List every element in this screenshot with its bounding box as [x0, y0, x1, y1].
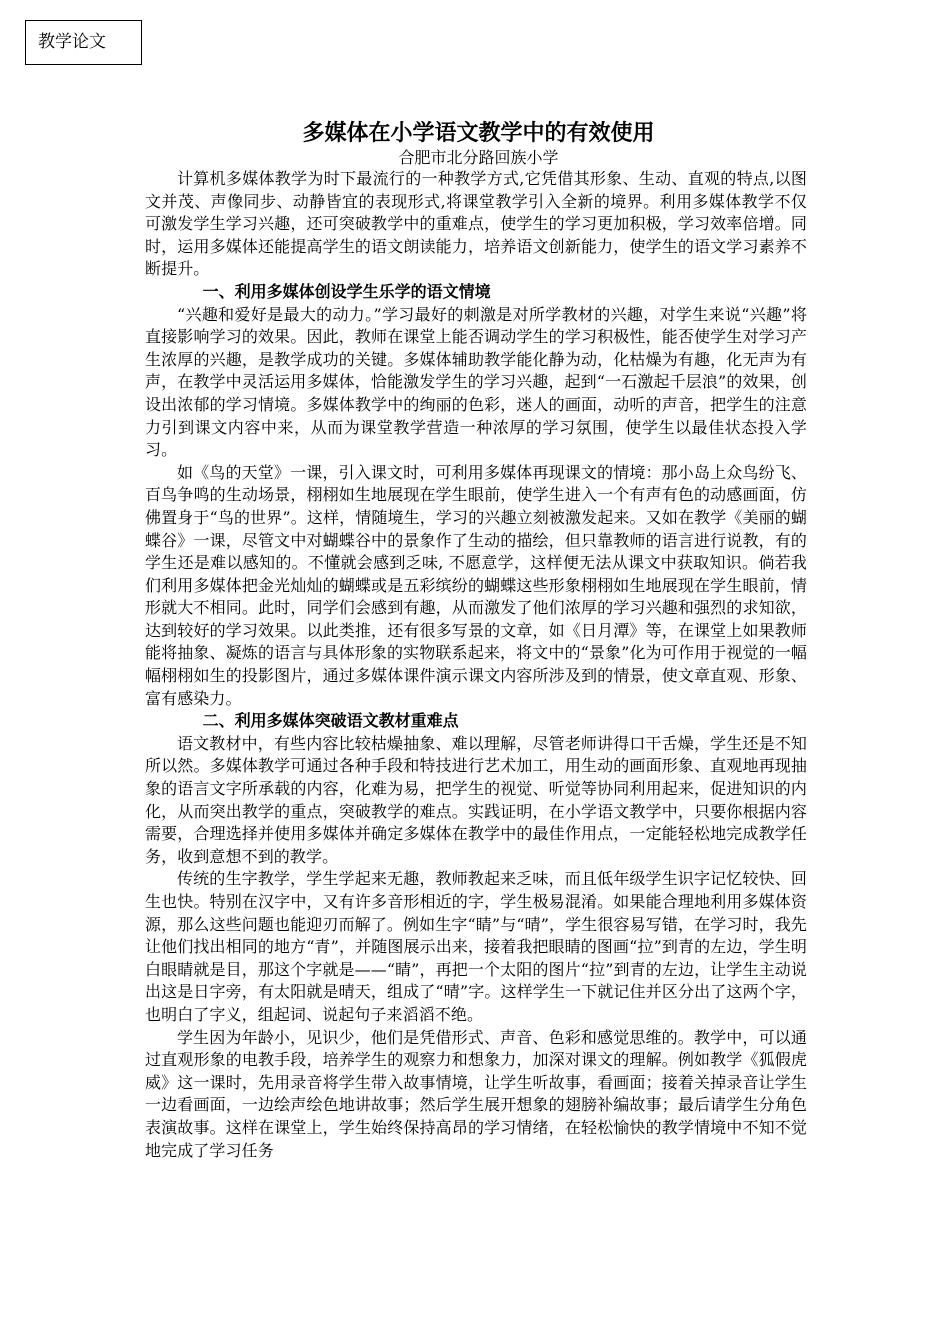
section-heading-2: 二、利用多媒体突破语文教材重难点: [202, 711, 459, 731]
section1-paragraph-1: “兴趣和爱好是最大的动力。”学习最好的刺激是对所学教材的兴趣，对学生来说“兴趣”将直接影响学习的效果。因此，教师在课堂上能否调动学生的学习积极性，能否使学生对学习产生浓厚的兴趣，是教学成功的关键。多媒体辅助教学能化静为动，化枯燥为有趣，化无声为有声，在教学中灵活运用多媒体，恰能激发学生的学习兴趣，起到“一石激起千层浪”的效果，创设出浓郁的学习情境。多媒体教学中的绚丽的色彩，迷人的画面，动听的声音，把学生的注意力引到课文内容中来，从而为课堂教学营造一种浓厚的学习氛围，使学生以最佳状态投入学习。: [145, 304, 807, 460]
document-type-tag: 教学论文: [25, 20, 142, 65]
intro-paragraph: 计算机多媒体教学为时下最流行的一种教学方式,它凭借其形象、生动、直观的特点,以图文并茂、声像同步、动静皆宜的表现形式,将课堂教学引入全新的境界。利用多媒体教学不仅可激发学生学习兴趣，还可突破教学中的重难点，使学生的学习更加积极，学习效率倍增。同时，运用多媒体还能提高学生的语文朗读能力，培养语文创新能力，使学生的语文学习素养不断提升。: [145, 169, 807, 279]
school-name: 合肥市北分路回族小学: [398, 148, 559, 167]
article-body: [145, 118, 807, 1162]
section2-paragraph-1: 语文教材中，有些内容比较枯燥抽象、难以理解，尽管老师讲得口干舌燥，学生还是不知所以然。多媒体教学可通过各种手段和特技进行艺术加工，用生动的画面形象、直观地再现抽象的语言文字所承载的内容，化难为易，把学生的视觉、听觉等协同利用起来，促进知识的内化，从而突出教学的重点，突破教学的难点。实践证明，在小学语文教学中，只要你根据内容需要，合理选择并使用多媒体并确定多媒体在教学中的最佳作用点，一定能轻松地完成教学任务，收到意想不到的教学。: [145, 733, 807, 866]
article-title: 多媒体在小学语文教学中的有效使用: [302, 120, 655, 146]
section2-paragraph-2: 传统的生字教学，学生学起来无趣，教师教起来乏味，而且低年级学生识字记忆较快、回生也快。特别在汉字中，又有许多音形相近的字，学生极易混淆。如果能合理地利用多媒体资源，那么这些问题也能迎刃而解了。例如生字“睛”与“晴”，学生很容易写错，在学习时，我先让他们找出相同的地方“青”，并随图展示出来，接着我把眼睛的图画“拉”到青的左边，学生明白眼睛就是目，那这个字就是——“睛”，再把一个太阳的图片“拉”到青的左边，让学生主动说出这是日字旁，有太阳就是晴天，组成了“晴”字。这样学生一下就记住并区分出了这两个字，也明白了字义，组起词、说起句子来滔滔不绝。: [145, 869, 807, 1024]
section2-paragraph-3: 学生因为年龄小，见识少，他们是凭借形式、声音、色彩和感觉思维的。教学中，可以通过直观形象的电教手段，培养学生的观察力和想象力，加深对课文的理解。例如教学《狐假虎威》这一课时，先用录音将学生带入故事情境，让学生听故事，看画面；接着关掉录音让学生一边看画面，一边绘声绘色地讲故事；然后学生展开想象的翅膀补编故事；最后请学生分角色表演故事。这样在课堂上，学生始终保持高昂的学习情绪，在轻松愉快的教学情境中不知不觉地完成了学习任务: [145, 1027, 807, 1160]
section1-paragraph-2: 如《鸟的天堂》一课，引入课文时，可利用多媒体再现课文的情境：那小岛上众鸟纷飞、百鸟争鸣的生动场景，栩栩如生地展现在学生眼前，使学生进入一个有声有色的动感画面，仿佛置身于“鸟的世界”。这样，情随境生，学习的兴趣立刻被激发起来。又如在教学《美丽的蝴蝶谷》一课，尽管文中对蝴蝶谷中的景象作了生动的描绘，但只靠教师的语言进行说教，有的学生还是难以感知的。不懂就会感到乏味, 不愿意学，这样便无法从课文中获取知识。倘若我们利用多媒体把金光灿灿的蝴蝶或是五彩缤纷的蝴蝶这些形象栩栩如生地展现在学生眼前，情形就大不相同。此时，同学们会感到有趣，从而激发了他们浓厚的学习兴趣和强烈的求知欲，达到较好的学习效果。以此类推，还有很多写景的文章，如《日月潭》等，在课堂上如果教师能将抽象、凝炼的语言与具体形象的实物联系起来，将文中的“景象”化为可作用于视觉的一幅幅栩栩如生的投影图片，通过多媒体课件演示课文内容所涉及到的情景，使文章直观、形象、富有感染力。: [145, 462, 807, 708]
section-heading-1: 一、利用多媒体创设学生乐学的语文情境: [202, 281, 491, 301]
